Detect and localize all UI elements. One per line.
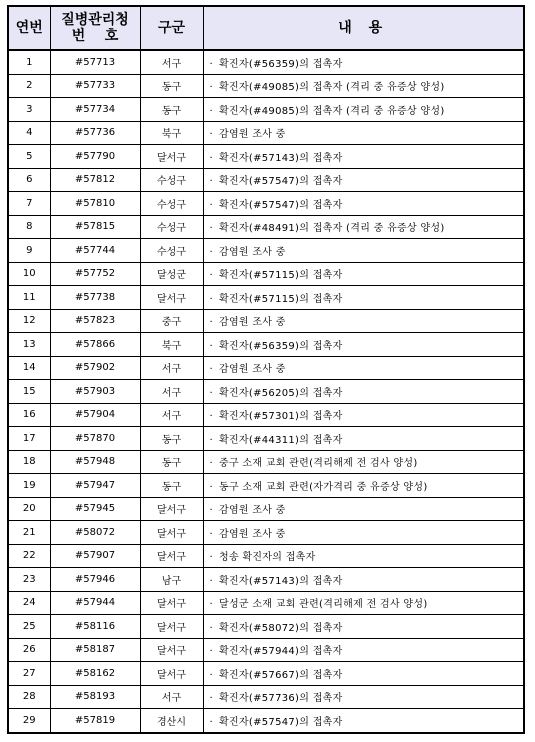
cell-no: 14 [8, 356, 50, 380]
cell-content [203, 309, 524, 333]
bullet-mark: · [209, 458, 213, 470]
cell-no: 1 [8, 50, 50, 74]
table-row [8, 215, 524, 239]
bullet-mark: · [209, 646, 213, 658]
header-no: 연번 [8, 6, 50, 50]
cell-content [203, 474, 524, 498]
table-row [8, 544, 524, 568]
bullet-mark: · [209, 340, 213, 352]
cell-content [203, 450, 524, 474]
cell-case-number: #57810 [50, 192, 140, 216]
cell-no: 3 [8, 98, 50, 122]
cell-case-number: #57738 [50, 286, 140, 310]
cell-case-number: #58072 [50, 521, 140, 545]
content-text: 감염원 조사 중 [218, 129, 286, 141]
cell-no: 18 [8, 450, 50, 474]
cell-no: 22 [8, 544, 50, 568]
bullet-mark: · [209, 411, 213, 423]
content-text: 확진자(#57301)의 접촉자 [218, 411, 343, 423]
cell-district: 수성구 [140, 215, 203, 239]
cell-no: 16 [8, 403, 50, 427]
cell-district: 달서구 [140, 286, 203, 310]
content-text: 달성군 소재 교회 관련(격리해제 전 검사 양성) [218, 599, 428, 611]
content-text: 확진자(#56205)의 접촉자 [218, 387, 343, 399]
header-district: 구군 [140, 6, 203, 50]
table-row [8, 309, 524, 333]
cell-case-number: #58187 [50, 638, 140, 662]
cell-district: 달서구 [140, 591, 203, 615]
cell-content [203, 356, 524, 380]
cell-case-number: #57902 [50, 356, 140, 380]
bullet-mark: · [209, 152, 213, 164]
cell-content [203, 521, 524, 545]
cell-no: 7 [8, 192, 50, 216]
cell-no: 29 [8, 709, 50, 733]
cell-content [203, 497, 524, 521]
cell-content [203, 662, 524, 686]
cell-district: 북구 [140, 333, 203, 357]
table-row [8, 427, 524, 451]
table-row [8, 168, 524, 192]
bullet-mark: · [209, 716, 213, 728]
bullet-mark: · [209, 223, 213, 235]
cell-case-number: #57744 [50, 239, 140, 263]
table-row [8, 497, 524, 521]
content-text: 확진자(#56359)의 접촉자 [218, 340, 343, 352]
header-row [8, 6, 524, 50]
cell-content [203, 685, 524, 709]
cell-district: 중구 [140, 309, 203, 333]
cell-no: 17 [8, 427, 50, 451]
cell-case-number: #57944 [50, 591, 140, 615]
cell-content [203, 286, 524, 310]
cell-content [203, 615, 524, 639]
cell-case-number: #57752 [50, 262, 140, 286]
table-row [8, 591, 524, 615]
header-content: 내 용 [203, 6, 524, 50]
cell-case-number: #57946 [50, 568, 140, 592]
cell-no: 12 [8, 309, 50, 333]
cell-content [203, 638, 524, 662]
cell-case-number: #57870 [50, 427, 140, 451]
cell-district: 달서구 [140, 638, 203, 662]
content-text: 확진자(#57547)의 접촉자 [218, 716, 343, 728]
cell-case-number: #57904 [50, 403, 140, 427]
cell-case-number: #58116 [50, 615, 140, 639]
cell-district: 달서구 [140, 544, 203, 568]
cell-case-number: #57819 [50, 709, 140, 733]
content-text: 확진자(#57115)의 접촉자 [218, 270, 343, 282]
cell-case-number: #57734 [50, 98, 140, 122]
table-row [8, 685, 524, 709]
bullet-mark: · [209, 693, 213, 705]
bullet-mark: · [209, 270, 213, 282]
cell-no: 6 [8, 168, 50, 192]
table-row [8, 145, 524, 169]
cell-district: 수성구 [140, 168, 203, 192]
cell-district: 달서구 [140, 615, 203, 639]
cell-case-number: #57815 [50, 215, 140, 239]
cell-content [203, 262, 524, 286]
cell-case-number: #57866 [50, 333, 140, 357]
cell-content [203, 145, 524, 169]
content-text: 확진자(#57944)의 접촉자 [218, 646, 343, 658]
cell-content [203, 380, 524, 404]
cell-district: 북구 [140, 121, 203, 145]
content-text: 확진자(#58072)의 접촉자 [218, 622, 343, 634]
table-row [8, 121, 524, 145]
table-row [8, 98, 524, 122]
bullet-mark: · [209, 575, 213, 587]
cell-district: 남구 [140, 568, 203, 592]
cell-case-number: #57947 [50, 474, 140, 498]
cell-district: 동구 [140, 74, 203, 98]
bullet-mark: · [209, 246, 213, 258]
content-text: 감염원 조사 중 [218, 505, 286, 517]
cell-district: 달서구 [140, 497, 203, 521]
bullet-mark: · [209, 82, 213, 94]
cell-case-number: #58162 [50, 662, 140, 686]
cell-content [203, 568, 524, 592]
cell-content [203, 50, 524, 74]
content-text: 확진자(#57143)의 접촉자 [218, 152, 343, 164]
bullet-mark: · [209, 434, 213, 446]
cell-case-number: #57903 [50, 380, 140, 404]
header-case-line2: 번 호 [71, 28, 119, 44]
cell-no: 25 [8, 615, 50, 639]
cell-case-number: #57736 [50, 121, 140, 145]
cell-district: 서구 [140, 356, 203, 380]
content-text: 감염원 조사 중 [218, 364, 286, 376]
cell-no: 20 [8, 497, 50, 521]
table-row [8, 239, 524, 263]
table-row [8, 568, 524, 592]
cell-district: 수성구 [140, 239, 203, 263]
table-row [8, 356, 524, 380]
bullet-mark: · [209, 58, 213, 70]
cell-district: 서구 [140, 50, 203, 74]
cell-content [203, 192, 524, 216]
cell-district: 경산시 [140, 709, 203, 733]
bullet-mark: · [209, 317, 213, 329]
cell-district: 달서구 [140, 521, 203, 545]
table-row [8, 450, 524, 474]
cell-content [203, 74, 524, 98]
bullet-mark: · [209, 364, 213, 376]
cell-content [203, 98, 524, 122]
table-row [8, 74, 524, 98]
cell-district: 서구 [140, 685, 203, 709]
cell-case-number: #57945 [50, 497, 140, 521]
bullet-mark: · [209, 505, 213, 517]
bullet-mark: · [209, 552, 213, 564]
table-row [8, 286, 524, 310]
content-text: 동구 소재 교회 관련(자가격리 중 유증상 양성) [218, 481, 428, 493]
table-row [8, 192, 524, 216]
cell-district: 동구 [140, 98, 203, 122]
cell-content [203, 403, 524, 427]
cell-no: 15 [8, 380, 50, 404]
cell-district: 서구 [140, 403, 203, 427]
content-text: 확진자(#48491)의 접촉자 (격리 중 유증상 양성) [218, 223, 445, 235]
bullet-mark: · [209, 481, 213, 493]
content-text: 확진자(#57115)의 접촉자 [218, 293, 343, 305]
cases-table [7, 5, 525, 734]
header-case-number [50, 6, 140, 50]
cell-no: 13 [8, 333, 50, 357]
content-text: 확진자(#57667)의 접촉자 [218, 669, 343, 681]
table-row [8, 333, 524, 357]
cell-case-number: #57907 [50, 544, 140, 568]
table-row [8, 262, 524, 286]
table-row [8, 380, 524, 404]
content-text: 확진자(#44311)의 접촉자 [218, 434, 343, 446]
cell-content [203, 239, 524, 263]
cell-content [203, 215, 524, 239]
content-text: 중구 소재 교회 관련(격리해제 전 검사 양성) [218, 458, 418, 470]
header-case-line1: 질병관리청 [61, 12, 129, 28]
cell-district: 달서구 [140, 662, 203, 686]
cell-case-number: #58193 [50, 685, 140, 709]
cell-content [203, 427, 524, 451]
bullet-mark: · [209, 129, 213, 141]
content-text: 확진자(#49085)의 접촉자 (격리 중 유증상 양성) [218, 82, 445, 94]
table-row [8, 709, 524, 733]
cell-no: 19 [8, 474, 50, 498]
table-row [8, 638, 524, 662]
content-text: 확진자(#57547)의 접촉자 [218, 176, 343, 188]
cell-case-number: #57948 [50, 450, 140, 474]
content-text: 확진자(#57736)의 접촉자 [218, 693, 343, 705]
bullet-mark: · [209, 622, 213, 634]
cell-district: 달서구 [140, 145, 203, 169]
cell-no: 24 [8, 591, 50, 615]
bullet-mark: · [209, 528, 213, 540]
cell-no: 11 [8, 286, 50, 310]
bullet-mark: · [209, 199, 213, 211]
content-text: 청송 확진자의 접촉자 [218, 552, 316, 564]
cell-content [203, 333, 524, 357]
cell-no: 23 [8, 568, 50, 592]
bullet-mark: · [209, 105, 213, 117]
cell-district: 수성구 [140, 192, 203, 216]
cell-district: 동구 [140, 474, 203, 498]
bullet-mark: · [209, 176, 213, 188]
cell-no: 8 [8, 215, 50, 239]
cell-content [203, 168, 524, 192]
bullet-mark: · [209, 293, 213, 305]
table-row [8, 50, 524, 74]
cell-no: 26 [8, 638, 50, 662]
cell-case-number: #57790 [50, 145, 140, 169]
cell-case-number: #57733 [50, 74, 140, 98]
content-text: 감염원 조사 중 [218, 246, 286, 258]
cell-case-number: #57713 [50, 50, 140, 74]
cell-no: 2 [8, 74, 50, 98]
content-text: 확진자(#49085)의 접촉자 (격리 중 유증상 양성) [218, 105, 445, 117]
cell-district: 동구 [140, 427, 203, 451]
cell-content [203, 591, 524, 615]
content-text: 확진자(#56359)의 접촉자 [218, 58, 343, 70]
bullet-mark: · [209, 669, 213, 681]
cell-no: 4 [8, 121, 50, 145]
table-row [8, 615, 524, 639]
cell-content [203, 121, 524, 145]
table-row [8, 474, 524, 498]
cell-no: 21 [8, 521, 50, 545]
cell-case-number: #57812 [50, 168, 140, 192]
content-text: 확진자(#57143)의 접촉자 [218, 575, 343, 587]
cell-district: 서구 [140, 380, 203, 404]
cell-case-number: #57823 [50, 309, 140, 333]
cell-no: 9 [8, 239, 50, 263]
content-text: 확진자(#57547)의 접촉자 [218, 199, 343, 211]
cell-no: 27 [8, 662, 50, 686]
table-row [8, 403, 524, 427]
cell-no: 28 [8, 685, 50, 709]
bullet-mark: · [209, 387, 213, 399]
cell-content [203, 544, 524, 568]
content-text: 감염원 조사 중 [218, 528, 286, 540]
cell-no: 10 [8, 262, 50, 286]
table-row [8, 662, 524, 686]
cell-no: 5 [8, 145, 50, 169]
table-row [8, 521, 524, 545]
bullet-mark: · [209, 599, 213, 611]
content-text: 감염원 조사 중 [218, 317, 286, 329]
cell-district: 동구 [140, 450, 203, 474]
cell-district: 달성군 [140, 262, 203, 286]
cell-content [203, 709, 524, 733]
